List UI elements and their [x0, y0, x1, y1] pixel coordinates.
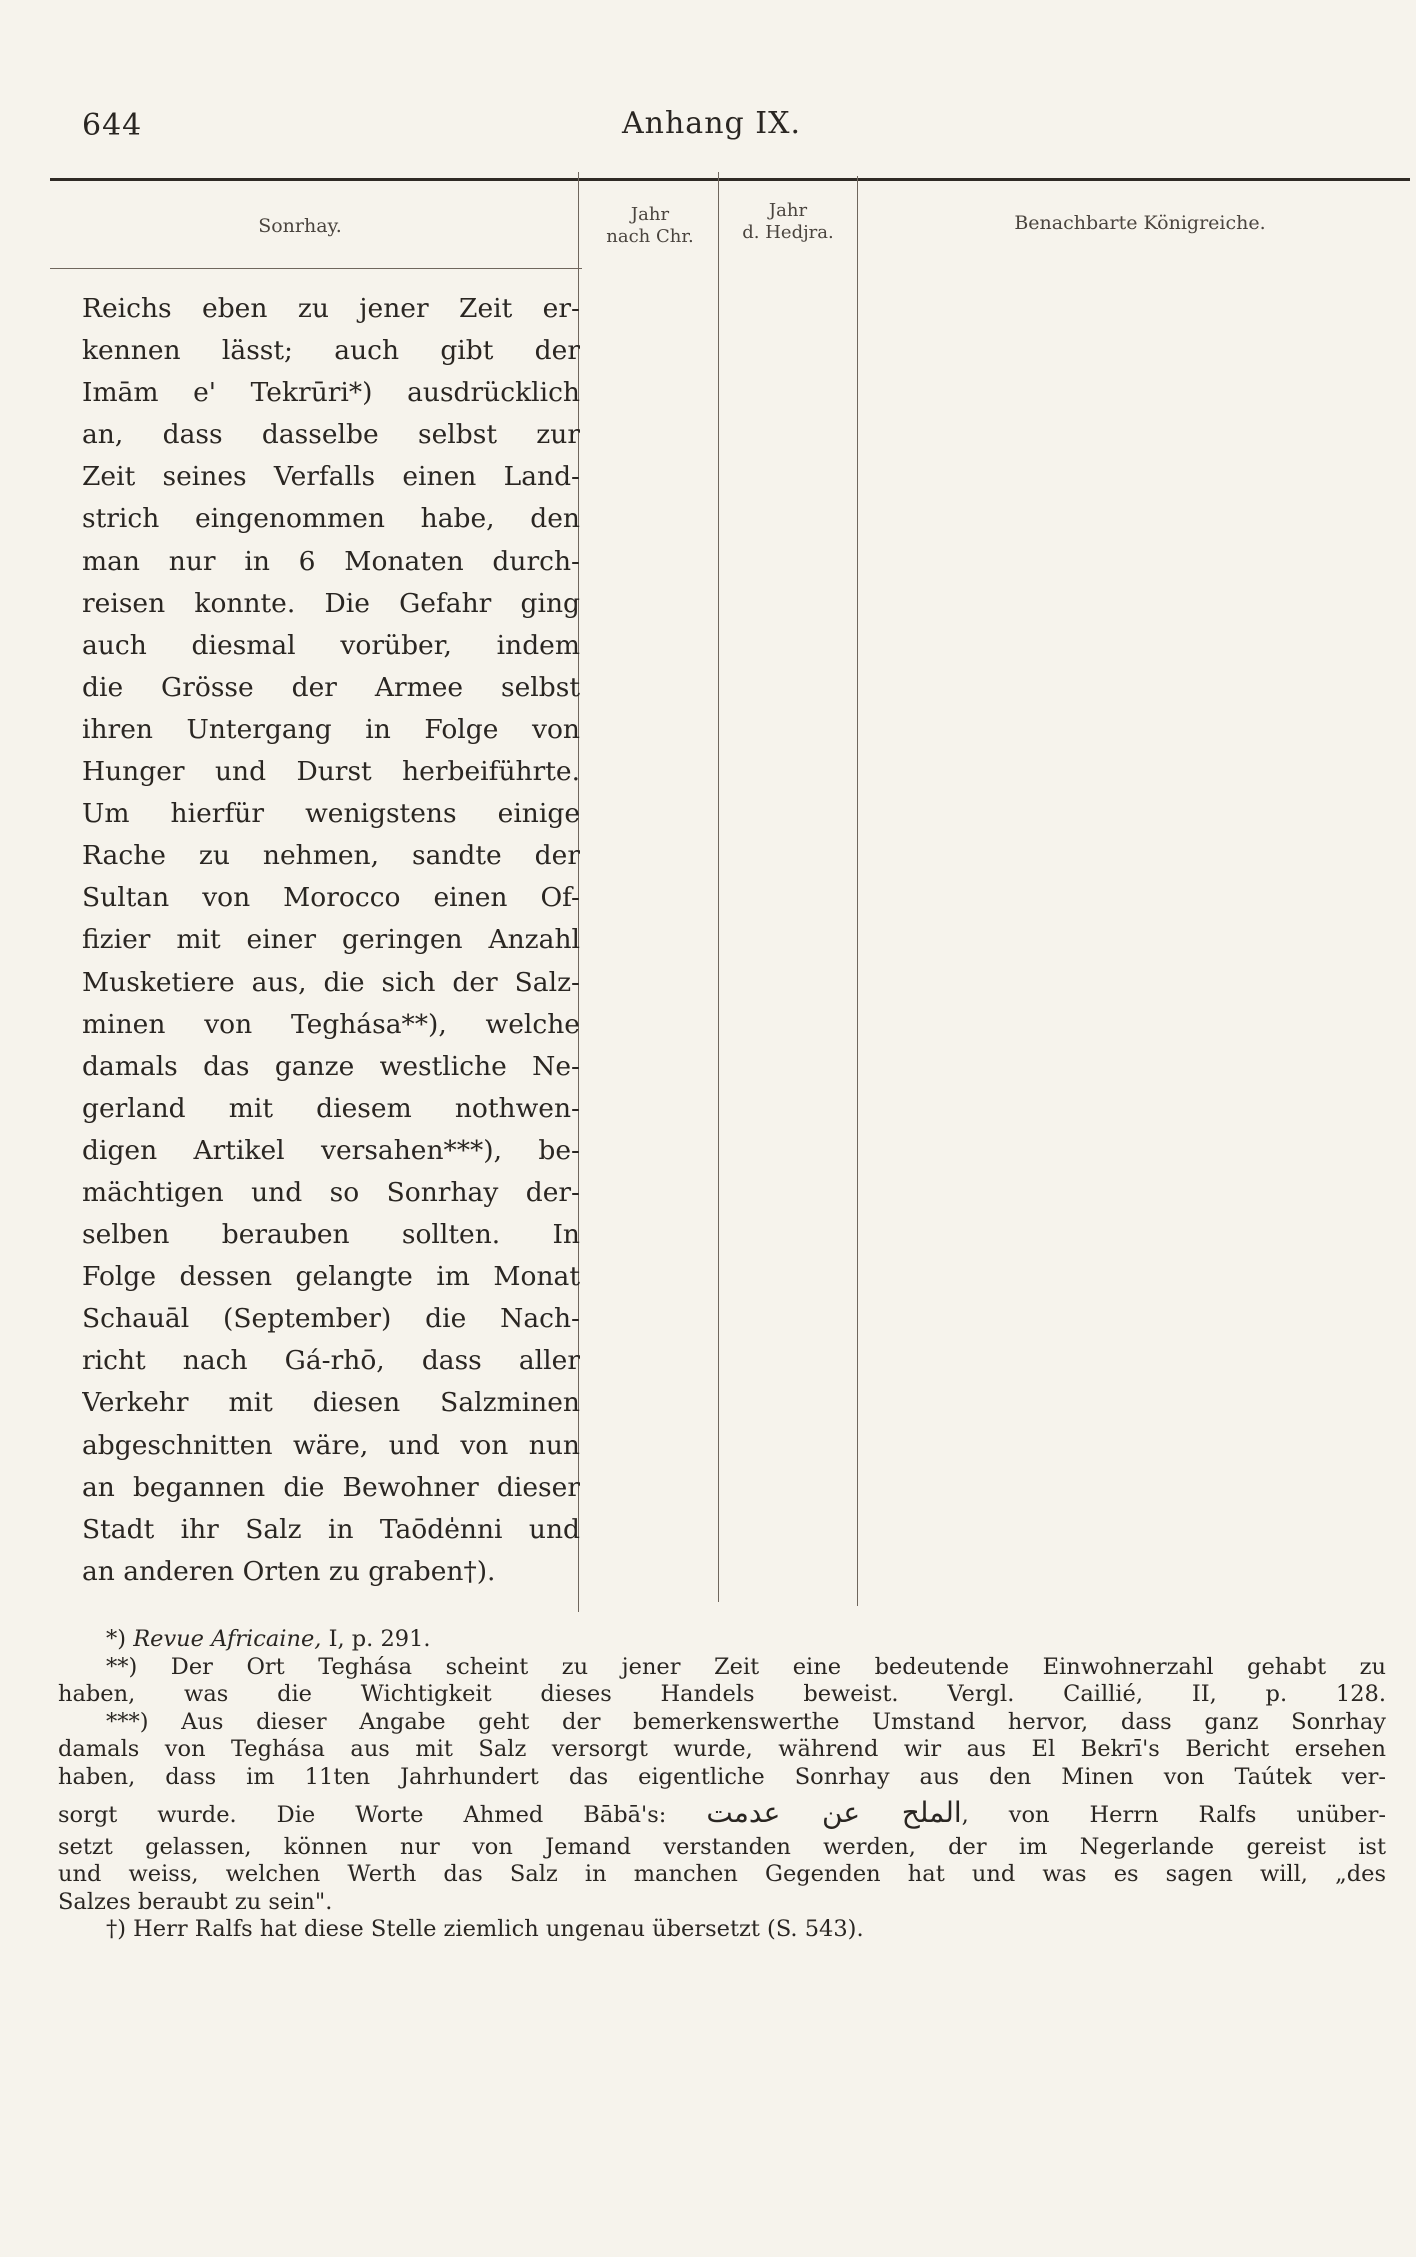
footnote-3-line: Salzes beraubt zu sein".: [58, 1888, 333, 1915]
text-line: fizier mit einer geringen Anzahl: [82, 924, 580, 956]
text-line: man nur in 6 Monaten durch-: [82, 545, 580, 577]
text-line: selben berauben sollten. In: [82, 1219, 580, 1251]
text-line: reisen konnte. Die Gefahr ging: [82, 587, 580, 619]
table-top-rule: [50, 178, 1410, 181]
footnote-3-text: sorgt wurde. Die Worte Ahmed Bābā's:: [58, 1801, 707, 1828]
text-line: gerland mit diesem nothwen-: [82, 1092, 580, 1124]
table-header-rule: [50, 268, 582, 269]
text-line: digen Artikel versahen***), be-: [82, 1134, 580, 1166]
text-line: Stadt ihr Salz in Taōde̍nni und: [82, 1513, 580, 1545]
text-line: richt nach Gá-rhō, dass aller: [82, 1345, 580, 1377]
text-line: Zeit seines Verfalls einen Land-: [82, 461, 580, 493]
column-header-year-hedjra: [722, 200, 854, 244]
column-header-year-hedjra-line1: Jahr: [768, 200, 808, 221]
text-line: an begannen die Bewohner dieser: [82, 1471, 580, 1503]
text-line: an, dass dasselbe selbst zur: [82, 419, 580, 451]
column-header-neighbouring-kingdoms-label: Benachbarte Königreiche.: [1014, 212, 1266, 234]
text-line: Sultan von Morocco einen Of-: [82, 882, 580, 914]
footnote-1-mark: *): [106, 1626, 127, 1652]
text-line: Um hierfür wenigstens einige: [82, 798, 580, 830]
arabic-quotation: الملح عن عدمت: [706, 1795, 962, 1829]
footnote-1: [58, 1626, 1386, 1654]
footnote-3-line: ***) Aus dieser Angabe geht der bemerkenswerthe Umstand hervor, dass ganz Sonrhay: [106, 1708, 1386, 1735]
text-line: Verkehr mit diesen Salzminen: [82, 1387, 580, 1419]
text-line: Musketiere aus, die sich der Salz-: [82, 966, 580, 998]
text-line: abgeschnitten wäre, und von nun: [82, 1429, 580, 1461]
sonrhay-column-text: [82, 288, 580, 1593]
running-title: Anhang IX.: [622, 106, 801, 141]
text-line: Reichs eben zu jener Zeit er-: [82, 293, 580, 324]
footnote-1-source: Revue Africaine,: [133, 1626, 322, 1652]
footnote-2-line: **) Der Ort Teghása scheint zu jener Zeit eine bedeutende Einwohnerzahl gehabt zu: [106, 1653, 1386, 1680]
column-divider-3: [857, 176, 858, 1606]
column-divider-2: [718, 172, 719, 1602]
column-header-sonrhay: [200, 215, 400, 237]
footnote-3-text: , von Herrn Ralfs unüber-: [961, 1801, 1386, 1828]
footnote-3-line: [58, 1792, 1386, 1834]
text-line: ihren Untergang in Folge von: [82, 713, 580, 745]
footnote-3-line: setzt gelassen, können nur von Jemand verstanden werden, der im Negerlande gereist ist: [58, 1833, 1386, 1860]
footnote-3-line: damals von Teghása aus mit Salz versorgt wurde, während wir aus El Bekrī's Bericht ersehen: [58, 1736, 1386, 1763]
text-line: Schauāl (September) die Nach-: [82, 1303, 580, 1335]
page-number: 644: [82, 108, 143, 143]
footnote-3-line: und weiss, welchen Werth das Salz in manchen Gegenden hat und was es sagen will, „des: [58, 1861, 1386, 1888]
text-line: strich eingenommen habe, den: [82, 503, 580, 535]
column-header-year-chr-line2: nach Chr.: [606, 226, 694, 247]
text-line: kennen lässt; auch gibt der: [82, 335, 580, 367]
text-line: mächtigen und so Sonrhay der-: [82, 1176, 580, 1208]
column-header-sonrhay-label: Sonrhay.: [258, 215, 342, 237]
footnote-2-line: haben, was die Wichtigkeit dieses Handels beweist. Vergl. Caillié, II, p. 128.: [58, 1681, 1386, 1708]
text-line: minen von Teghása**), welche: [82, 1008, 580, 1040]
text-line: Rache zu nehmen, sandte der: [82, 840, 580, 872]
text-line: Folge dessen gelangte im Monat: [82, 1261, 580, 1293]
column-header-year-hedjra-line2: d. Hedjra.: [742, 222, 834, 243]
text-line: die Grösse der Armee selbst: [82, 671, 580, 703]
column-header-year-chr-line1: Jahr: [630, 204, 670, 225]
text-line: Hunger und Durst herbeiführte.: [82, 756, 580, 788]
text-line: auch diesmal vorüber, indem: [82, 629, 580, 661]
column-header-neighbouring-kingdoms: [880, 212, 1400, 234]
text-line: Imām e' Tekrūri*) ausdrücklich: [82, 377, 580, 409]
footnote-4: †) Herr Ralfs hat diese Stelle ziemlich ungenau übersetzt (S. 543).: [106, 1916, 864, 1943]
footnote-1-ref: I, p. 291.: [321, 1626, 431, 1652]
column-header-year-chr: [584, 204, 716, 248]
footnote-3-line: haben, dass im 11ten Jahrhundert das eigentliche Sonrhay aus den Minen von Taútek ver-: [58, 1763, 1386, 1790]
footnotes: [58, 1626, 1386, 1944]
text-line: damals das ganze westliche Ne-: [82, 1050, 580, 1082]
text-line: an anderen Orten zu graben†).: [82, 1555, 496, 1587]
